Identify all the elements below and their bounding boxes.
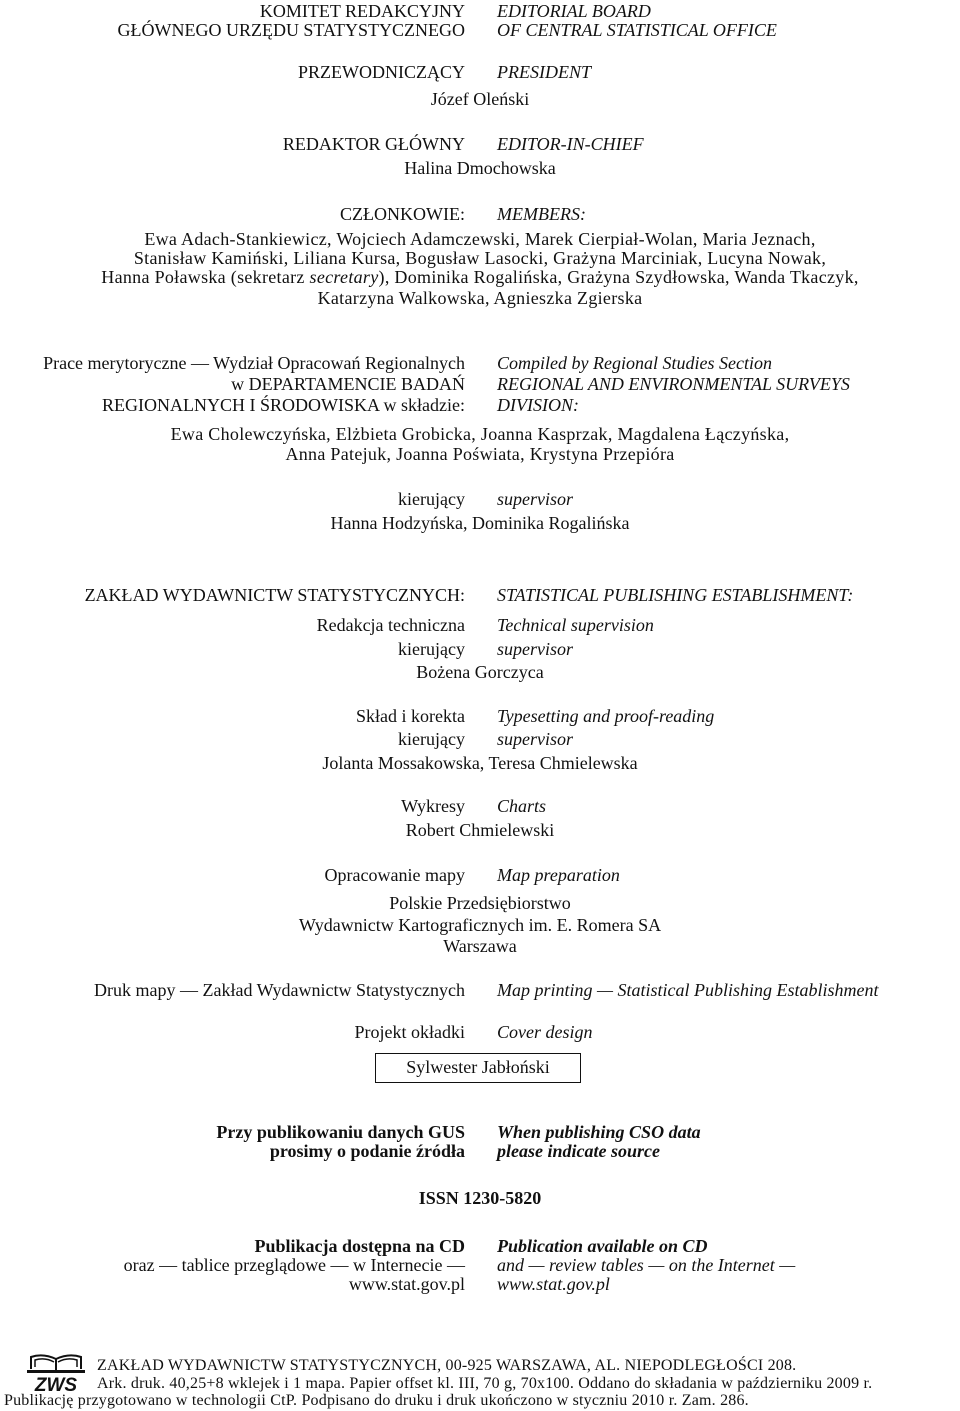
members-line-3a: Hanna Poławska (sekretarz (101, 267, 310, 287)
members-line-3c: ), Dominika Rogalińska, Grażyna Szydłowska, Wanda Tkaczyk, (378, 267, 859, 287)
committee-pl-line1: KOMITET REDAKCYJNY (259, 1, 465, 21)
prace-pl-2: w DEPARTAMENCIE BADAŃ (231, 374, 465, 394)
map-print-pl: Druk mapy — Zakład Wydawnictw Statystycznych (94, 980, 465, 1000)
footer-line-2: Ark. druk. 40,25+8 wklejek i 1 mapa. Papier offset kl. III, 70 g, 70x100. Oddano do składania w październiku 2009 r. (97, 1375, 873, 1392)
typeset-pl: Skład i korekta (356, 706, 465, 726)
members-line-1: Ewa Adach-Stankiewicz, Wojciech Adamczewski, Marek Cierpiał-Wolan, Maria Jeznach, (144, 229, 816, 249)
zws-logo-icon (27, 1353, 85, 1395)
supervisor1-en: supervisor (497, 489, 573, 509)
notice-en-2: please indicate source (497, 1141, 660, 1161)
supervisor1-pl: kierujący (398, 489, 465, 509)
members-label-pl: CZŁONKOWIE: (340, 204, 465, 224)
tech-name: Bożena Gorczyca (416, 662, 544, 682)
zaklad-pl: ZAKŁAD WYDAWNICTW STATYSTYCZNYCH: (84, 585, 465, 605)
typeset-pl2: kierujący (398, 729, 465, 749)
editor-name: Halina Dmochowska (404, 158, 556, 178)
members-label-en: MEMBERS: (497, 204, 586, 224)
footer-line-1: ZAKŁAD WYDAWNICTW STATYSTYCZNYCH, 00-925 WARSZAWA, AL. NIEPODLEGŁOŚCI 208. (97, 1357, 797, 1374)
cover-en: Cover design (497, 1022, 593, 1042)
tech-pl2: kierujący (398, 639, 465, 659)
typeset-en: Typesetting and proof-reading (497, 706, 715, 726)
committee-en-line2: OF CENTRAL STATISTICAL OFFICE (497, 20, 777, 40)
logo-text: ZWS (34, 1375, 78, 1395)
available-pl-1: Publikacja dostępna na CD (254, 1236, 465, 1256)
cover-pl: Projekt okładki (354, 1022, 465, 1042)
maps-pl: Opracowanie mapy (324, 865, 465, 885)
editor-label-en: EDITOR-IN-CHIEF (497, 134, 644, 154)
cover-author-box: Sylwester Jabłoński (375, 1053, 581, 1083)
tech-pl: Redakcja techniczna (316, 615, 465, 635)
supervisor1-names: Hanna Hodzyńska, Dominika Rogalińska (330, 513, 630, 533)
maps-org-1: Polskie Przedsiębiorstwo (389, 893, 571, 913)
prace-en-3: DIVISION: (497, 395, 579, 415)
members-line-3 (0, 267, 960, 287)
notice-pl-1: Przy publikowaniu danych GUS (216, 1122, 465, 1142)
footer-line-3: Publikację przygotowano w technologii CtP. Podpisano do druku i druk ukończono w styczniu 2010 r. Zam. 286. (4, 1392, 749, 1409)
map-print-en: Map printing — Statistical Publishing Establishment (497, 980, 879, 1000)
zws-book-icon (27, 1353, 85, 1395)
prace-en-1: Compiled by Regional Studies Section (497, 353, 772, 373)
maps-org-2: Wydawnictw Kartograficznych im. E. Romera SA (298, 915, 662, 935)
charts-name: Robert Chmielewski (405, 820, 555, 840)
charts-en: Charts (497, 796, 547, 816)
tech-en2: supervisor (497, 639, 573, 659)
prace-names-2: Anna Patejuk, Joanna Poświata, Krystyna Przepióra (285, 444, 675, 464)
members-line-4: Katarzyna Walkowska, Agnieszka Zgierska (317, 288, 643, 308)
charts-pl: Wykresy (401, 796, 465, 816)
typeset-names: Jolanta Mossakowska, Teresa Chmielewska (322, 753, 638, 773)
president-label-en: PRESIDENT (497, 62, 591, 82)
tech-en: Technical supervision (497, 615, 654, 635)
committee-pl-line2: GŁÓWNEGO URZĘDU STATYSTYCZNEGO (117, 20, 465, 40)
prace-pl-3: REGIONALNYCH I ŚRODOWISKA w składzie: (102, 395, 465, 415)
maps-en: Map preparation (497, 865, 620, 885)
notice-pl-2: prosimy o podanie źródła (269, 1141, 465, 1161)
members-line-3-secretary: secretary (309, 267, 379, 287)
editor-label-pl: REDAKTOR GŁÓWNY (282, 134, 465, 154)
members-line-2: Stanisław Kamiński, Liliana Kursa, Bogusław Lasocki, Grażyna Marciniak, Lucyna Nowak, (133, 248, 827, 268)
maps-org-3: Warszawa (443, 936, 517, 956)
president-name: Józef Oleński (430, 89, 530, 109)
typeset-en2: supervisor (497, 729, 573, 749)
available-pl-3: www.stat.gov.pl (348, 1274, 465, 1294)
available-en-3: www.stat.gov.pl (497, 1274, 610, 1294)
zaklad-en: STATISTICAL PUBLISHING ESTABLISHMENT: (497, 585, 854, 605)
available-en-1: Publication available on CD (497, 1236, 708, 1256)
president-label-pl: PRZEWODNICZĄCY (298, 62, 465, 82)
issn: ISSN 1230-5820 (418, 1188, 542, 1208)
available-pl-2: oraz — tablice przeglądowe — w Internecie — (123, 1255, 465, 1275)
prace-en-2: REGIONAL AND ENVIRONMENTAL SURVEYS (497, 374, 850, 394)
prace-names-1: Ewa Cholewczyńska, Elżbieta Grobicka, Joanna Kasprzak, Magdalena Łączyńska, (170, 424, 790, 444)
available-en-2: and — review tables — on the Internet — (497, 1255, 796, 1275)
notice-en-1: When publishing CSO data (497, 1122, 701, 1142)
committee-en-line1: EDITORIAL BOARD (497, 1, 651, 21)
prace-pl-1: Prace merytoryczne — Wydział Opracowań Regionalnych (43, 353, 465, 373)
